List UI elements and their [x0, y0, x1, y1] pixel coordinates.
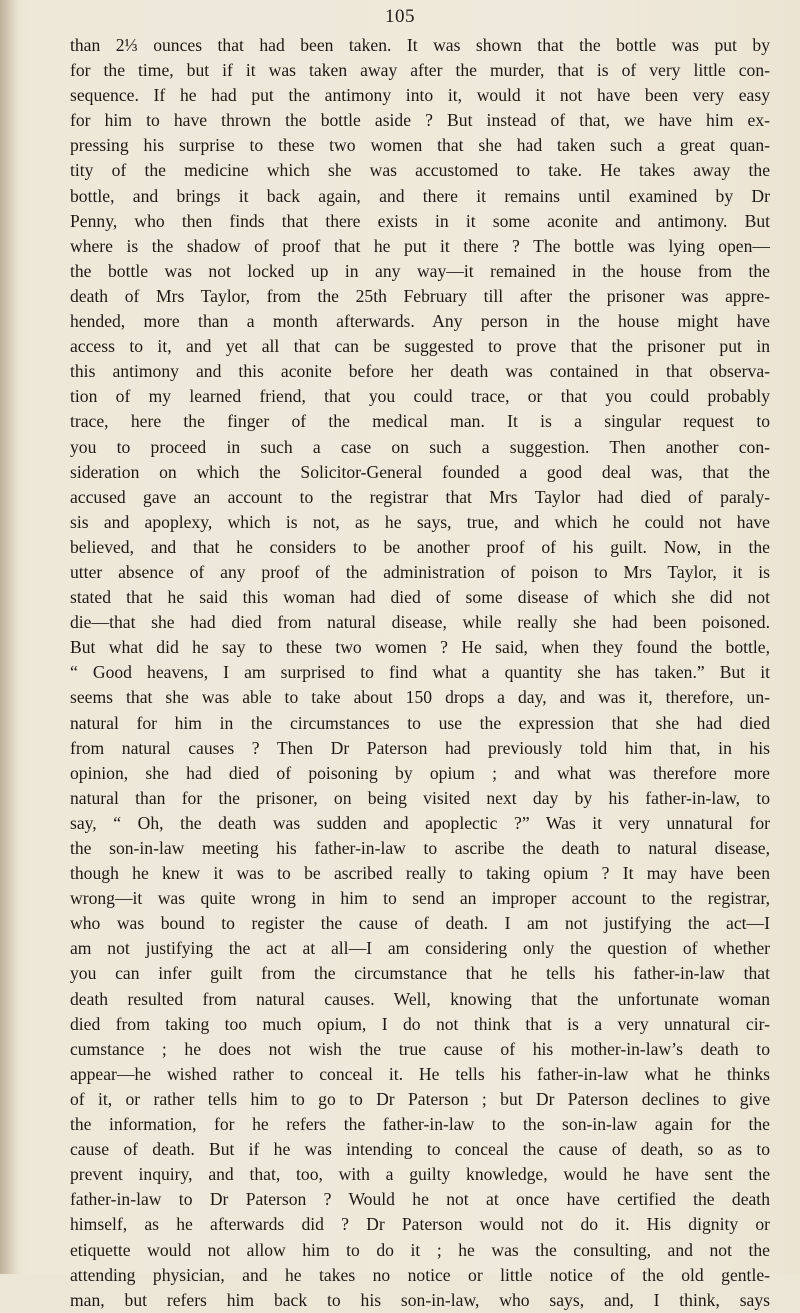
text-line: for the time, but if it was taken away after the murder, that is of very little con-: [70, 60, 770, 81]
text-line: etiquette would not allow him to do it ; he was the consulting, and not the: [70, 1239, 770, 1260]
text-line: cause of death. But if he was intending to conceal the cause of death, so as to: [70, 1139, 770, 1160]
text-line: for him to have thrown the bottle aside ? But instead of that, we have him ex-: [70, 110, 770, 131]
text-line: attending physician, and he takes no notice or little notice of the old gentle-: [70, 1264, 770, 1285]
text-line: say, “ Oh, the death was sudden and apoplectic ?” Was it very unnatural for: [70, 812, 770, 833]
text-line: himself, as he afterwards did ? Dr Paterson would not do it. His dignity or: [70, 1214, 770, 1235]
text-line: than 2⅓ ounces that had been taken. It was shown that the bottle was put by: [70, 35, 770, 55]
body-text: [70, 33, 770, 1313]
text-line: die—that she had died from natural disease, while really she had been poisoned.: [70, 612, 770, 633]
text-line: pressing his surprise to these two women that she had taken such a great quan-: [70, 135, 770, 156]
text-line: wrong—it was quite wrong in him to send an improper account to the registrar,: [70, 888, 770, 909]
text-line: tion of my learned friend, that you could trace, or that you could probably: [70, 386, 770, 407]
text-line: you can infer guilt from the circumstance that he tells his father-in-law that: [70, 963, 770, 984]
text-line: bottle, and brings it back again, and there it remains until examined by Dr: [70, 185, 770, 206]
text-line: am not justifying the act at all—I am considering only the question of whether: [70, 938, 770, 959]
text-line: father-in-law to Dr Paterson ? Would he not at once have certified the death: [70, 1189, 770, 1210]
text-line: appear—he wished rather to conceal it. He tells his father-in-law what he thinks: [70, 1063, 770, 1084]
text-line: prevent inquiry, and that, too, with a guilty knowledge, would he have sent the: [70, 1164, 770, 1185]
text-line: But what did he say to these two women ? He said, when they found the bottle,: [70, 637, 770, 658]
binding-gutter-shadow: [0, 0, 18, 1274]
page-number: 105: [385, 6, 415, 27]
text-line: though he knew it was to be ascribed really to taking opium ? It may have been: [70, 863, 770, 884]
text-line: of it, or rather tells him to go to Dr Paterson ; but Dr Paterson declines to give: [70, 1088, 770, 1109]
text-line: stated that he said this woman had died of some disease of which she did not: [70, 587, 770, 608]
text-line: the information, for he refers the father-in-law to the son-in-law again for the: [70, 1114, 770, 1135]
text-line: death resulted from natural causes. Well, knowing that the unfortunate woman: [70, 988, 770, 1009]
text-line: who was bound to register the cause of death. I am not justifying the act—I: [70, 913, 770, 934]
text-line: you to proceed in such a case on such a suggestion. Then another con-: [70, 436, 770, 457]
text-line: opinion, she had died of poisoning by opium ; and what was therefore more: [70, 762, 770, 783]
text-line: sideration on which the Solicitor-General founded a good deal was, that the: [70, 461, 770, 482]
text-line: access to it, and yet all that can be suggested to prove that the prisoner put in: [70, 336, 770, 357]
text-line: death of Mrs Taylor, from the 25th February till after the prisoner was appre-: [70, 285, 770, 306]
text-line: cumstance ; he does not wish the true cause of his mother-in-law’s death to: [70, 1038, 770, 1059]
text-line: “ Good heavens, I am surprised to find what a quantity she has taken.” But it: [70, 662, 770, 683]
text-line: died from taking too much opium, I do not think that is a very unnatural cir-: [70, 1013, 770, 1034]
text-line: trace, here the finger of the medical man. It is a singular request to: [70, 411, 770, 432]
text-line: sequence. If he had put the antimony into it, would it not have been very easy: [70, 85, 770, 106]
text-line: accused gave an account to the registrar that Mrs Taylor had died of paraly-: [70, 486, 770, 507]
text-line: where is the shadow of proof that he put it there ? The bottle was lying open—: [70, 235, 770, 256]
text-line: natural than for the prisoner, on being visited next day by his father-in-law, to: [70, 787, 770, 808]
text-line: the son-in-law meeting his father-in-law to ascribe the death to natural disease,: [70, 838, 770, 858]
text-line: man, but refers him back to his son-in-law, who says, and, I think, says: [70, 1289, 770, 1310]
text-line: the bottle was not locked up in any way—it remained in the house from the: [70, 260, 770, 281]
text-line: natural for him in the circumstances to use the expression that she had died: [70, 712, 770, 733]
text-line: hended, more than a month afterwards. Any person in the house might have: [70, 311, 770, 332]
text-line: believed, and that he considers to be another proof of his guilt. Now, in the: [70, 536, 770, 557]
text-line: Penny, who then finds that there exists in it some aconite and antimony. But: [70, 210, 770, 231]
text-line: utter absence of any proof of the administration of poison to Mrs Taylor, it is: [70, 561, 770, 582]
text-line: seems that she was able to take about 150 drops a day, and was it, therefore, un-: [70, 687, 770, 708]
text-line: this antimony and this aconite before her death was contained in that observa-: [70, 361, 770, 382]
text-line: from natural causes ? Then Dr Paterson had previously told him that, in his: [70, 737, 770, 758]
text-line: sis and apoplexy, which is not, as he says, true, and which he could not have: [70, 511, 770, 532]
text-line: tity of the medicine which she was accustomed to take. He takes away the: [70, 160, 770, 181]
